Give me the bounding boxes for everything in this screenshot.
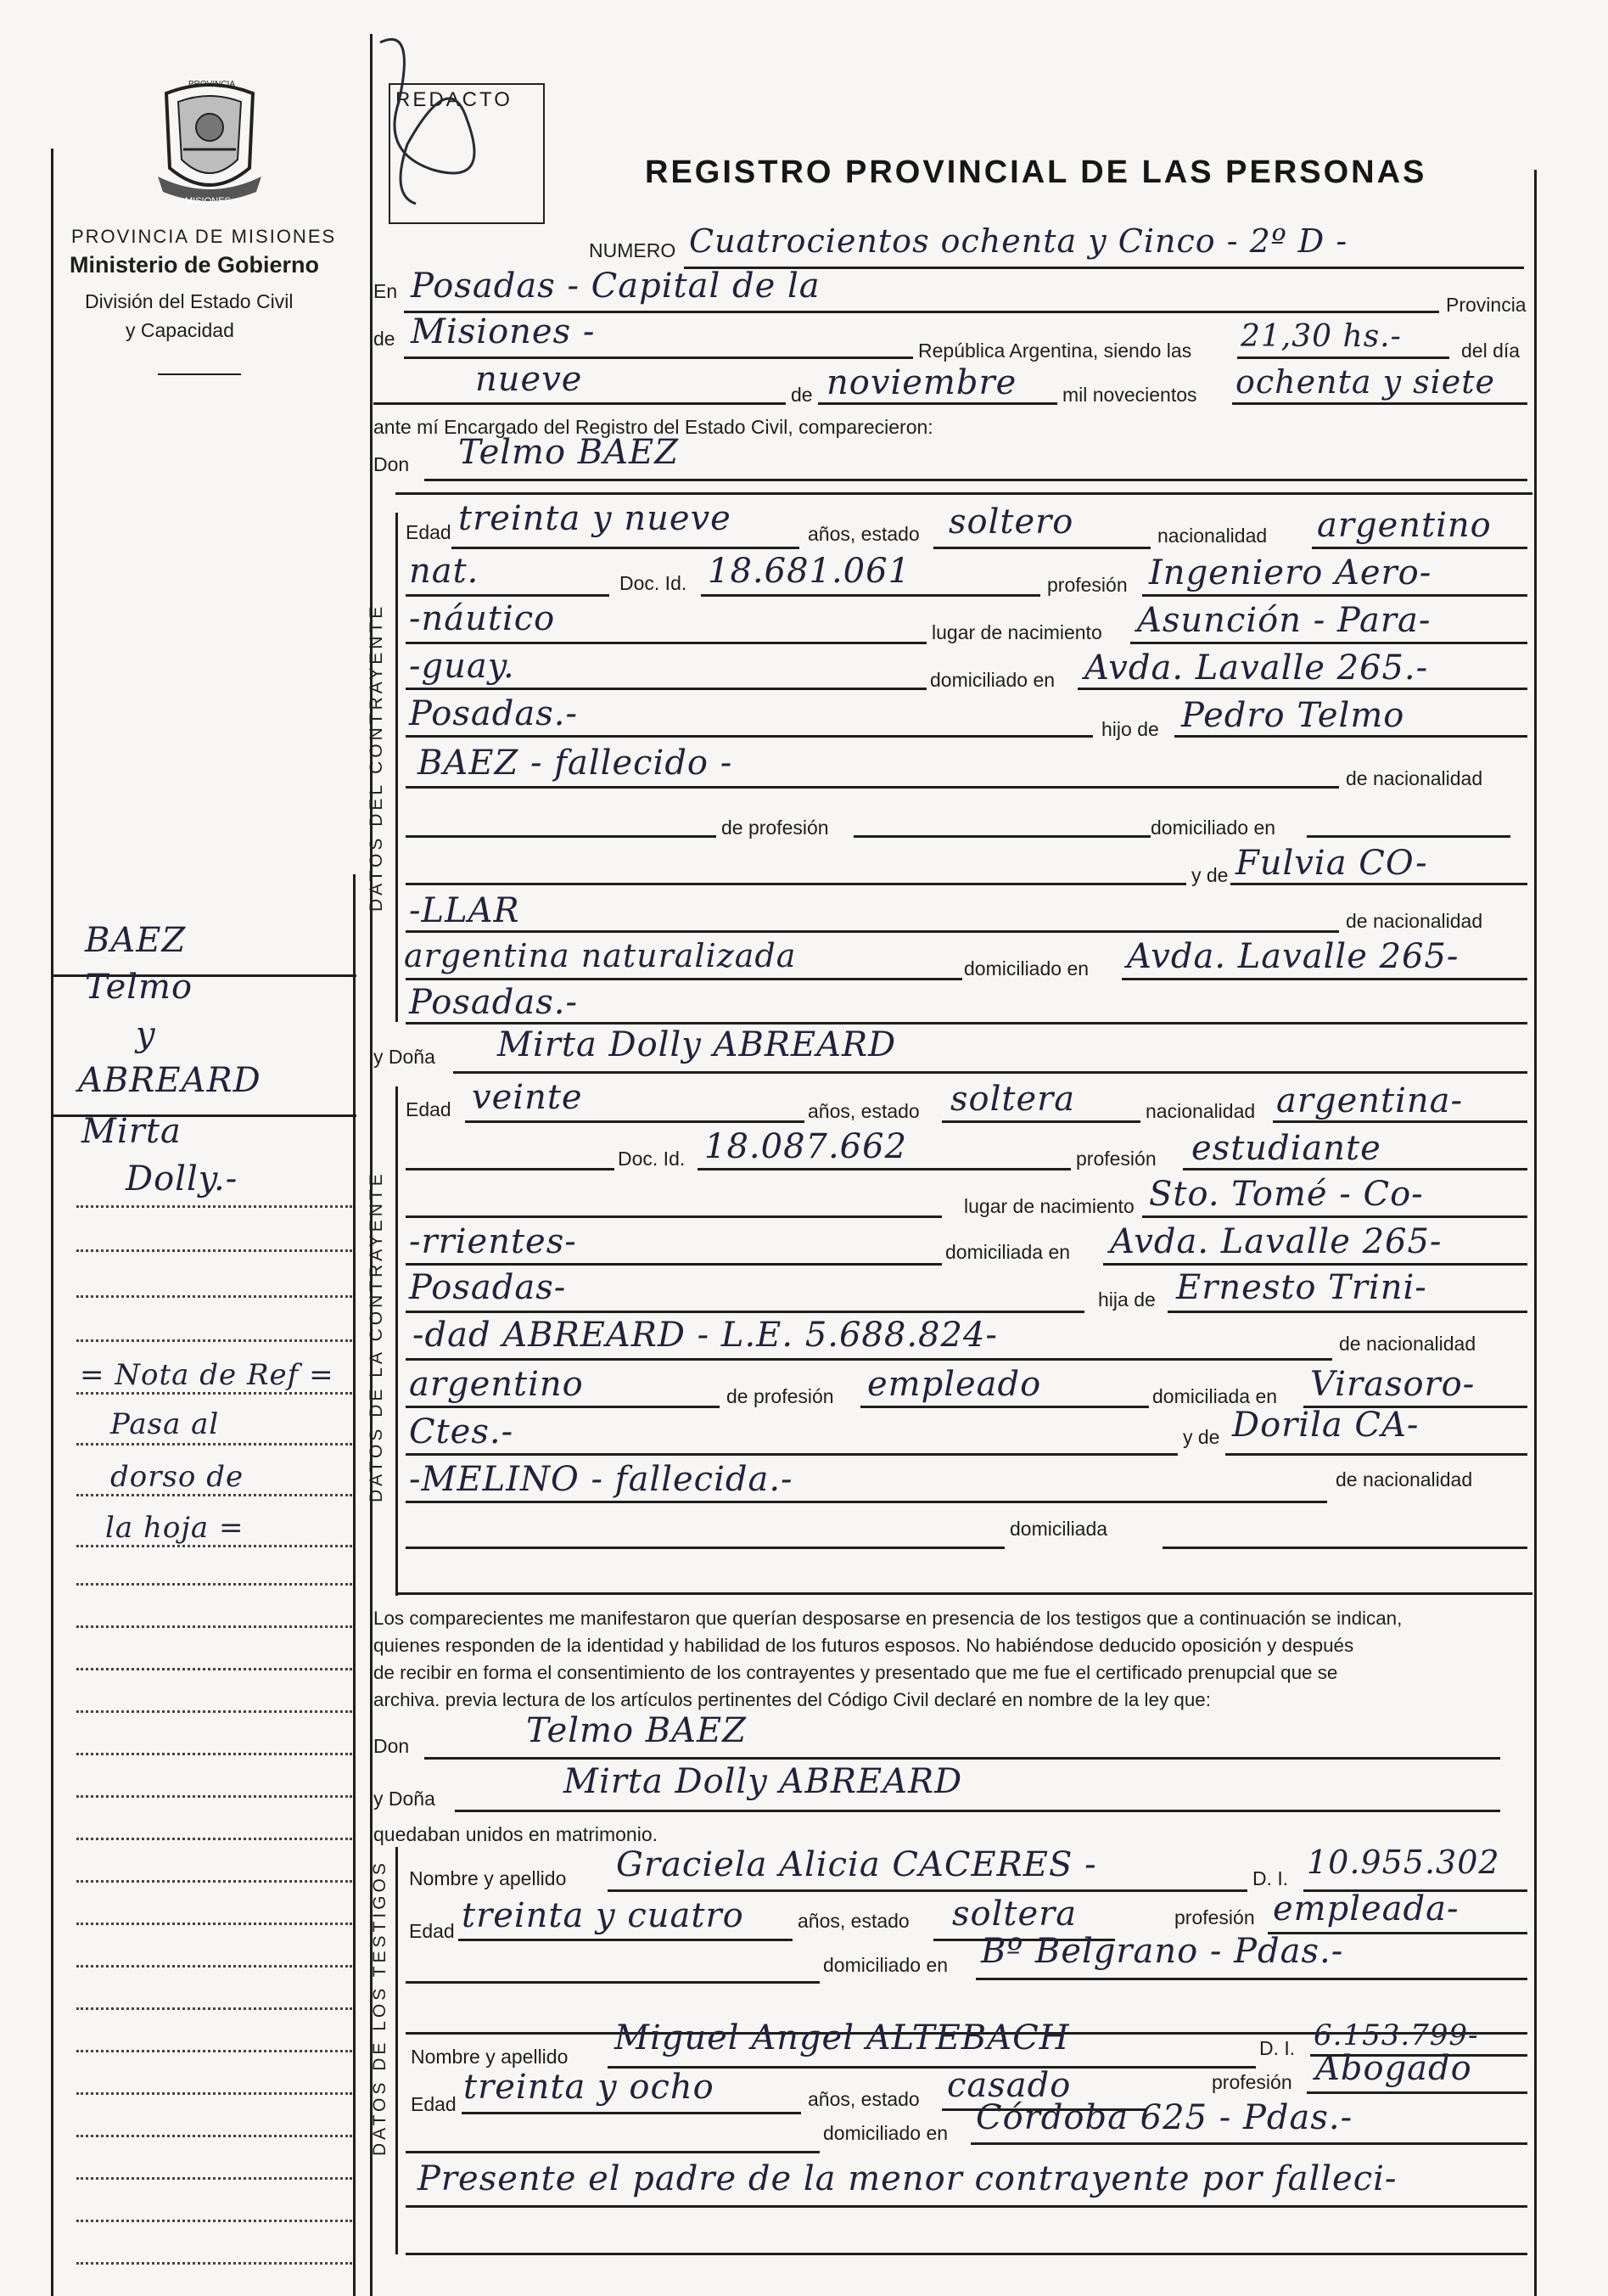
margin-row	[76, 1295, 352, 1298]
don-underline	[424, 479, 1527, 481]
c2-block-border	[395, 1086, 398, 1596]
t1-dom-underline	[976, 1978, 1527, 1980]
c1-estado-label: años, estado	[808, 523, 920, 545]
c1-padre-value: Pedro Telmo	[1181, 696, 1405, 735]
decl-dona-label: y Doña	[373, 1788, 435, 1810]
t1-nombre-underline	[608, 1889, 1247, 1892]
c2-prof-value: estudiante	[1191, 1129, 1381, 1168]
margin-note-3: dorso de	[110, 1460, 244, 1494]
c2-madre2-underline	[406, 1501, 1327, 1503]
c2-padre-nac-underline	[406, 1406, 720, 1408]
t1-nombre-label: Nombre y apellido	[409, 1867, 567, 1889]
redacto-stamp-label: REDACTO	[395, 88, 513, 111]
c1-madre-nac-label: de nacionalidad	[1346, 910, 1483, 932]
margin-conjunction: y	[136, 1015, 156, 1054]
c2-block-bottom	[395, 1592, 1532, 1595]
c2-nac-value: argentina-	[1276, 1081, 1463, 1120]
decl-don-label: Don	[373, 1735, 410, 1757]
t1-edad-label: Edad	[409, 1920, 455, 1942]
c2-padre-dom-label: domiciliada en	[1152, 1385, 1278, 1407]
margin-row	[76, 1249, 352, 1252]
mes-value: noviembre	[826, 363, 1017, 402]
margin-row	[76, 1838, 352, 1840]
c1-madre2-underline	[406, 930, 1339, 933]
c1-padre-prof-underline	[854, 835, 1151, 838]
c1-dom-label: domiciliado en	[930, 669, 1056, 691]
c2-padre2-underline	[406, 1358, 1332, 1361]
c1-madre-dom-underline	[1122, 978, 1527, 980]
t2-prof-underline	[1307, 2091, 1527, 2094]
c1-lugar-underline	[1130, 642, 1527, 644]
t2-edad-label: Edad	[411, 2093, 457, 2115]
margin-row	[76, 1339, 352, 1342]
t2-dom-underline	[971, 2142, 1527, 2145]
mil-label: mil novecientos	[1062, 384, 1197, 406]
c1-madre-dom2-value: Posadas.-	[409, 983, 578, 1022]
c2-dom2-value: Posadas-	[409, 1268, 567, 1307]
c1-madre-nac-underline	[406, 978, 962, 980]
c1-padre2-underline	[406, 786, 1339, 789]
provincia-underline	[404, 356, 913, 359]
decl-dona-underline	[455, 1810, 1500, 1812]
c2-edad-value: veinte	[472, 1078, 583, 1117]
c2-hija-label: hija de	[1098, 1288, 1156, 1311]
t1-dom-value: Bº Belgrano - Pdas.-	[981, 1932, 1344, 1971]
c2-doc-label: Doc. Id.	[618, 1148, 686, 1170]
decl-don-underline	[424, 1757, 1500, 1760]
c1-doc-underline	[701, 594, 1040, 597]
margin-row	[76, 1880, 352, 1883]
c1-estado-underline	[933, 547, 1151, 549]
c1-padre-dom2-underline	[406, 883, 1186, 885]
t2-nombre-value: Miguel Angel ALTEBACH	[614, 2018, 1070, 2057]
c1-madre-dom2-underline	[406, 1022, 1527, 1024]
c1-madre-nac-value: argentina naturalizada	[404, 937, 797, 974]
hora-value: 21,30 hs.-	[1241, 319, 1402, 354]
anio-underline	[1232, 402, 1527, 405]
t1-di-value: 10.955.302	[1307, 1844, 1500, 1881]
t1-estado-label: años, estado	[798, 1910, 910, 1932]
margin-row	[76, 2220, 352, 2222]
c2-prof-underline	[1183, 1168, 1527, 1170]
final-note-line: Presente el padre de la menor contrayente por falleci-	[417, 2159, 1398, 2198]
c1-madre-dom-value: Avda. Lavalle 265-	[1127, 937, 1460, 976]
de-mes-label: de	[791, 384, 813, 406]
c1-dom-value: Avda. Lavalle 265.-	[1084, 648, 1429, 688]
c2-dom-label: domiciliada en	[945, 1241, 1071, 1263]
margin-name-1: Telmo	[85, 968, 193, 1007]
margin-row	[76, 1795, 352, 1798]
c1-prof2-underline	[406, 642, 927, 644]
c1-prof-label: profesión	[1047, 574, 1128, 596]
c1-nac-value: argentino	[1317, 506, 1492, 545]
c1-madre2-value: -LLAR	[409, 891, 520, 930]
division-line-1: División del Estado Civil	[85, 290, 294, 312]
c2-dom-underline	[1103, 1263, 1527, 1266]
t2-edad-underline	[462, 2112, 801, 2114]
c1-padre2-value: BAEZ - fallecido -	[417, 744, 733, 783]
provincia-value: Misiones -	[411, 312, 596, 351]
seal-bottom-text: MISIONES	[185, 196, 231, 206]
c1-dom-underline	[1078, 688, 1527, 690]
division-rule	[158, 373, 241, 375]
margin-note-1: = Nota de Ref =	[80, 1358, 334, 1392]
don-value: Telmo BAEZ	[458, 433, 680, 472]
t1-dom-blank-underline	[406, 1981, 820, 1984]
datos-contrayente-1-label: DATOS DEL CONTRAYENTE	[367, 603, 386, 912]
c2-doc-blank-underline	[406, 1168, 614, 1170]
dona-value: Mirta Dolly ABREARD	[497, 1025, 897, 1064]
margin-line-left	[51, 149, 53, 2296]
c2-estado-value: soltera	[950, 1080, 1076, 1119]
declaration-line-3: de recibir en forma el consentimiento de los contrayentes y presentado que me fue el certificado prenupcial que se	[373, 1662, 1338, 1683]
c2-madre-underline	[1225, 1453, 1527, 1456]
t1-di-label: D. I.	[1252, 1867, 1289, 1889]
datos-contrayente-2-label: DATOS DE LA CONTRAYENTE	[367, 1170, 386, 1502]
c1-padre-prof-label: de profesión	[721, 817, 829, 839]
c1-prof2-value: -náutico	[409, 599, 556, 638]
c2-doc-underline	[698, 1168, 1071, 1170]
margin-row	[76, 1583, 352, 1586]
c2-padre2-value: -dad ABREARD - L.E. 5.688.824-	[412, 1316, 998, 1355]
margin-row	[76, 1965, 352, 1968]
division-line-2: y Capacidad	[126, 319, 234, 341]
c1-doc-label: Doc. Id.	[619, 572, 687, 594]
margin-row	[76, 2177, 352, 2180]
t1-prof-label: profesión	[1174, 1906, 1255, 1928]
declaration-line-2: quienes responden de la identidad y habilidad de los futuros esposos. No habiéndose deducido oposición y después	[373, 1635, 1354, 1656]
c1-nac2-underline	[406, 594, 609, 597]
c1-padre-nac-underline	[406, 835, 716, 838]
margin-row	[76, 2092, 352, 2095]
c2-padre-nac-label: de nacionalidad	[1339, 1333, 1476, 1355]
t1-prof-value: empleada-	[1273, 1889, 1460, 1928]
t1-dom-label: domiciliado en	[823, 1954, 949, 1976]
provincial-seal-icon	[149, 75, 270, 209]
c1-nac2-value: nat.	[409, 552, 479, 591]
c2-madre-dom-blank-underline	[406, 1547, 1005, 1549]
ante-label: ante mí Encargado del Registro del Estado Civil, comparecieron:	[373, 416, 933, 438]
quedaban-label: quedaban unidos en matrimonio.	[373, 1823, 658, 1845]
c2-lugar-underline	[1142, 1215, 1527, 1218]
t2-dom-value: Córdoba 625 - Pdas.-	[976, 2098, 1353, 2137]
c1-prof-underline	[1142, 594, 1527, 597]
c2-nac-label: nacionalidad	[1146, 1100, 1256, 1122]
dona-underline	[453, 1071, 1527, 1074]
margin-row	[76, 2007, 352, 2010]
c1-madre-value: Fulvia CO-	[1235, 844, 1428, 883]
c1-lugar2-underline	[406, 688, 927, 690]
c1-nac-label: nacionalidad	[1157, 525, 1268, 547]
c2-padre-dom-value: Virasoro-	[1310, 1365, 1476, 1404]
decl-don-value: Telmo BAEZ	[526, 1711, 748, 1750]
t2-dom-blank-underline	[406, 2151, 820, 2153]
margin-row	[76, 2135, 352, 2137]
c2-prof-label: profesión	[1076, 1148, 1157, 1170]
province-heading: PROVINCIA DE MISIONES	[71, 226, 337, 247]
t1-estado-value: soltera	[952, 1895, 1078, 1934]
dona-label: y Doña	[373, 1046, 435, 1068]
c1-block-border	[395, 513, 398, 1022]
mes-underline	[818, 402, 1057, 405]
c1-estado-value: soltero	[949, 502, 1074, 542]
margin-name-2b: Dolly.-	[126, 1159, 238, 1199]
c1-lugar-value: Asunción - Para-	[1137, 601, 1432, 640]
final-blank-underline	[406, 2253, 1527, 2255]
seal-top-text: PROVINCIA	[188, 80, 236, 89]
c1-doc-value: 18.681.061	[708, 552, 911, 591]
don-label: Don	[373, 453, 410, 475]
c1-edad-label: Edad	[406, 521, 451, 543]
margin-note-2: Pasa al	[110, 1407, 220, 1441]
ministry-heading: Ministerio de Gobierno	[70, 252, 320, 278]
c2-estado-underline	[942, 1120, 1140, 1123]
margin-row	[76, 1494, 352, 1496]
margin-surname-2: ABREARD	[78, 1061, 261, 1100]
c2-padre-prof-label: de profesión	[726, 1385, 834, 1407]
c1-lugar-label: lugar de nacimiento	[932, 621, 1102, 643]
dia-underline	[373, 402, 786, 405]
numero-value: Cuatrocientos ochenta y Cinco - 2º D -	[689, 222, 1348, 260]
c2-padre-prof-value: empleado	[867, 1365, 1042, 1404]
c2-lugar-label: lugar de nacimiento	[964, 1195, 1135, 1217]
t2-edad-value: treinta y ocho	[463, 2068, 714, 2107]
t1-nombre-value: Graciela Alicia CACERES -	[616, 1845, 1097, 1884]
t2-estado-label: años, estado	[808, 2088, 920, 2110]
t2-prof-value: Abogado	[1315, 2049, 1472, 2088]
c1-madre-dom-label: domiciliado en	[964, 957, 1090, 980]
redacto-scribble-icon	[365, 17, 552, 238]
t2-estado-value: casado	[947, 2066, 1072, 2105]
c2-dom-value: Avda. Lavalle 265-	[1110, 1222, 1443, 1261]
margin-row	[76, 1668, 352, 1670]
c2-padre-nac-value: argentino	[409, 1365, 584, 1404]
hora-underline	[1237, 356, 1449, 359]
republica-label: República Argentina, siendo las	[918, 340, 1192, 362]
c1-block-top	[395, 492, 1532, 495]
de-label: de	[373, 328, 395, 350]
numero-label: NUMERO	[589, 239, 676, 261]
anio-value: ochenta y siete	[1235, 363, 1496, 401]
provincia-label: Provincia	[1446, 294, 1527, 316]
margin-note-4: la hoja =	[105, 1511, 244, 1545]
t1-edad-value: treinta y cuatro	[462, 1896, 744, 1935]
datos-testigos-label: DATOS DE LOS TESTIGOS	[370, 1860, 389, 2156]
c1-padre-nac-label: de nacionalidad	[1346, 767, 1483, 789]
del-dia-label: del día	[1461, 340, 1521, 362]
c1-dom2-value: Posadas.-	[409, 694, 578, 733]
margin-row	[76, 1753, 352, 1755]
margin-row	[76, 1392, 352, 1395]
margin-row	[76, 2262, 352, 2265]
c1-padre-underline	[1174, 735, 1527, 738]
c1-padre-dom-label: domiciliado en	[1151, 817, 1276, 839]
margin-row	[76, 1625, 352, 1628]
c2-madre-dom-underline	[1163, 1547, 1527, 1549]
c2-padre-value: Ernesto Trini-	[1176, 1268, 1427, 1307]
c2-padre-underline	[1168, 1311, 1527, 1313]
decl-dona-value: Mirta Dolly ABREARD	[563, 1762, 963, 1801]
margin-row	[76, 1710, 352, 1713]
margin-row	[76, 1923, 352, 1925]
form-right-border	[1534, 170, 1537, 2296]
margin-line-right	[353, 874, 356, 2296]
c2-madre-nac-label: de nacionalidad	[1336, 1468, 1473, 1490]
t1-edad-underline	[458, 1939, 793, 1941]
c1-hijo-label: hijo de	[1101, 718, 1159, 740]
margin-surname-1: BAEZ	[85, 921, 187, 960]
c1-edad-underline	[451, 547, 799, 549]
c2-lugar-value: Sto. Tomé - Co-	[1149, 1175, 1424, 1214]
margin-row	[76, 1205, 352, 1208]
c1-madre-underline	[1230, 883, 1527, 885]
c1-padre-dom-underline	[1307, 835, 1510, 838]
c2-y-de-label: y de	[1183, 1426, 1220, 1448]
c2-lugar2-underline	[406, 1263, 942, 1266]
c2-padre-prof-underline	[860, 1406, 1149, 1408]
c2-estado-label: años, estado	[808, 1100, 920, 1122]
registry-title: REGISTRO PROVINCIAL DE LAS PERSONAS	[645, 154, 1427, 190]
c2-edad-label: Edad	[406, 1098, 451, 1120]
c2-padre-dom2-underline	[406, 1453, 1178, 1456]
margin-row	[76, 2050, 352, 2052]
t2-nombre-label: Nombre y apellido	[411, 2046, 569, 2068]
margin-row	[76, 1443, 352, 1446]
lugar-value: Posadas - Capital de la	[411, 267, 821, 306]
t2-dom-label: domiciliado en	[823, 2122, 949, 2144]
c1-edad-value: treinta y nueve	[458, 499, 731, 538]
c1-y-de-label: y de	[1191, 864, 1229, 886]
c2-madre-value: Dorila CA-	[1232, 1406, 1420, 1445]
testigos-block-border	[395, 1847, 398, 2254]
c2-dom2-underline	[406, 1311, 1084, 1313]
c2-madre-dom-label: domiciliada	[1010, 1518, 1108, 1540]
c1-nac-underline	[1312, 547, 1527, 549]
declaration-line-4: archiva. previa lectura de los artículos pertinentes del Código Civil declaré en nombre de la ley que:	[373, 1689, 1211, 1710]
c2-padre-dom2-value: Ctes.-	[409, 1412, 514, 1451]
c2-nac-underline	[1273, 1120, 1527, 1123]
c2-madre2-value: -MELINO - fallecida.-	[409, 1460, 793, 1499]
c1-prof-value: Ingeniero Aero-	[1149, 553, 1432, 592]
margin-name-2a: Mirta	[81, 1112, 182, 1151]
c2-edad-underline	[465, 1120, 804, 1123]
c2-doc-value: 18.087.662	[704, 1127, 908, 1166]
c1-lugar2-value: -guay.	[409, 647, 515, 686]
final-note-underline	[406, 2205, 1527, 2208]
margin-row	[76, 1545, 352, 1547]
t2-di-value: 6.153.799-	[1314, 2018, 1479, 2052]
dia-value: nueve	[475, 360, 583, 399]
en-label: En	[373, 280, 398, 302]
t2-di-label: D. I.	[1259, 2037, 1296, 2059]
t2-prof-label: profesión	[1212, 2071, 1292, 2093]
declaration-line-1: Los comparecientes me manifestaron que querían desposarse en presencia de los testigos que a continuación se indican,	[373, 1608, 1403, 1629]
c2-lugar-blank-underline	[406, 1215, 942, 1218]
c2-lugar2-value: -rrientes-	[409, 1222, 577, 1261]
c1-dom2-underline	[406, 735, 1093, 738]
